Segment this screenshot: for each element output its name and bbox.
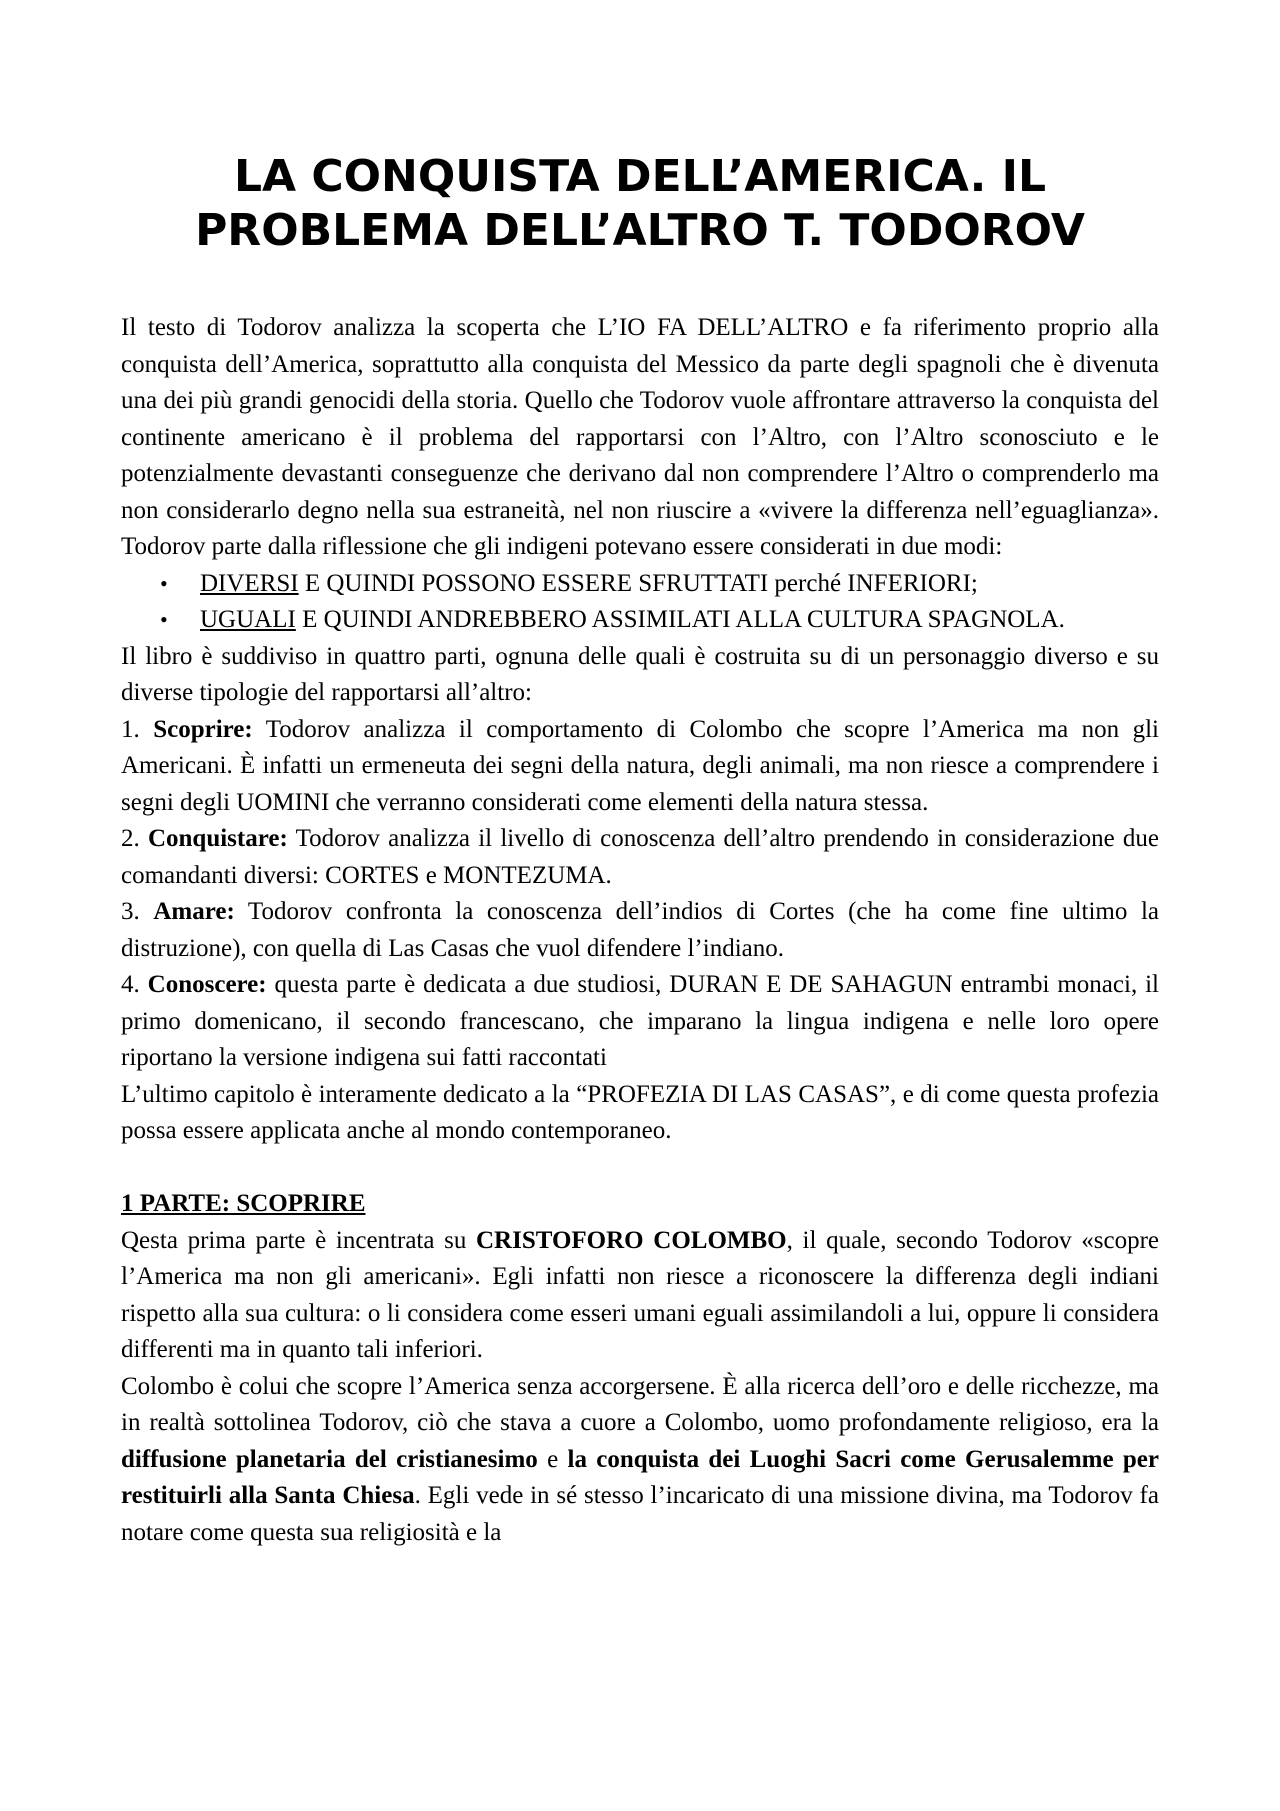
part-text: Todorov analizza il comportamento di Colombo che scopre l’America ma non gli Americani. È infatti un ermeneuta dei segni della natura, degli animali, ma non riesce a comprendere i segni degli UOMINI che verranno considerati come elementi della natura stessa. — [121, 715, 1160, 816]
text-run: Qesta prima parte è incentrata su — [121, 1226, 476, 1254]
bullet-icon: • — [160, 607, 168, 632]
list-item — [160, 566, 1159, 603]
part-number: 1. — [121, 715, 154, 743]
section-heading: 1 PARTE: SCOPRIRE — [121, 1190, 366, 1217]
bold-phrase: diffusione planetaria del cristianesimo — [121, 1445, 538, 1473]
part-paragraph-1 — [121, 712, 1159, 822]
text-run: Colombo è colui che scopre l’America senza accorgersene. È alla ricerca dell’oro e delle ricchezze, ma in realtà sottolinea Todorov, ciò che stava a cuore a Colombo, uomo profondamente religioso, era la — [121, 1372, 1159, 1436]
book-structure-paragraph: Il libro è suddiviso in quattro parti, ognuna delle quali è costruita su di un personaggio diverso e su diverse tipologie del rapportarsi all’altro: — [121, 642, 1159, 706]
part-text: Todorov analizza il livello di conoscenza dell’altro prendendo in considerazione due comandanti diversi: CORTES e MONTEZUMA. — [121, 825, 1160, 889]
bold-name: CRISTOFORO COLOMBO — [476, 1226, 787, 1254]
part-label: Scoprire: — [153, 715, 253, 743]
closing-paragraph: L’ultimo capitolo è interamente dedicato a la “PROFEZIA DI LAS CASAS”, e di come questa profezia possa essere applicata anche al mondo contemporaneo. — [121, 1080, 1159, 1144]
part-text: Todorov confronta la conoscenza dell’indios di Cortes (che ha come fine ultimo la distruzione), con quella di Las Casas che vuol difendere l’indiano. — [121, 898, 1159, 962]
document-title: LA CONQUISTA DELL’AMERICA. IL PROBLEMA DELL’ALTRO T. TODOROV — [195, 151, 1085, 256]
part-number: 3. — [121, 898, 154, 925]
part-number: 2. — [121, 825, 148, 852]
part-number: 4. — [121, 971, 148, 998]
paragraph-spacer — [121, 1150, 1159, 1187]
bullet-text: E QUINDI POSSONO ESSERE SFRUTTATI perché INFERIORI; — [298, 569, 978, 597]
bullet-list — [121, 566, 1159, 639]
section-paragraph-1 — [121, 1223, 1159, 1369]
text-run: . Egli vede in sé stesso l’incaricato di una missione divina, ma Todorov fa notare come questa sua religiosità e la — [121, 1482, 1159, 1546]
bullet-underlined-term: UGUALI — [200, 606, 296, 633]
intro-paragraph: Il testo di Todorov analizza la scoperta che L’IO FA DELL’ALTRO e fa riferimento proprio alla conquista dell’America, soprattutto alla conquista del Messico da parte degli spagnoli che è divenuta una dei più grandi genocidi della storia. Quello che Todorov vuole affrontare attraverso la conquista del continente americano è il problema del rapportarsi con l’Altro, con l’Altro sconosciuto e le potenzialmente devastanti conseguenze che derivano dal non comprendere l’Altro o comprenderlo ma non considerarlo degno nella sua estraneità, nel non riuscire a «vivere la differenza nell’eguaglianza». Todorov parte dalla riflessione che gli indigeni potevano essere considerati in due modi: — [121, 314, 1159, 560]
part-text: questa parte è dedicata a due studiosi, DURAN E DE SAHAGUN entrambi monaci, il primo domenicano, il secondo francescano, che imparano la lingua indigena e nelle loro opere riportano la versione indigena sui fatti raccontati — [121, 971, 1159, 1071]
part-label: Amare: — [153, 898, 235, 925]
part-label: Conoscere: — [147, 971, 267, 998]
section-paragraph-2 — [121, 1369, 1159, 1552]
part-paragraph-2 — [121, 821, 1159, 894]
part-paragraph-4 — [121, 967, 1159, 1077]
bullet-text: E QUINDI ANDREBBERO ASSIMILATI ALLA CULTURA SPAGNOLA. — [295, 606, 1065, 633]
text-run: e — [537, 1445, 568, 1473]
bold-phrase: la conquista dei Luoghi Sacri come Gerusalemme per restituirli alla Santa Chiesa — [121, 1445, 1159, 1509]
part-paragraph-3 — [121, 894, 1159, 967]
bullet-underlined-term: DIVERSI — [200, 569, 299, 597]
text-run: , il quale, secondo Todorov «scopre l’America ma non gli americani». Egli infatti non riesce a riconoscere la differenza degli indiani rispetto alla sua cultura: o li considera come esseri umani eguali assimilandoli a lui, oppure li considera differenti ma in quanto tali inferiori. — [121, 1226, 1159, 1363]
bullet-icon: • — [160, 570, 168, 596]
part-label: Conquistare: — [147, 825, 288, 852]
document-body — [121, 310, 1159, 1551]
list-item — [160, 602, 1159, 639]
